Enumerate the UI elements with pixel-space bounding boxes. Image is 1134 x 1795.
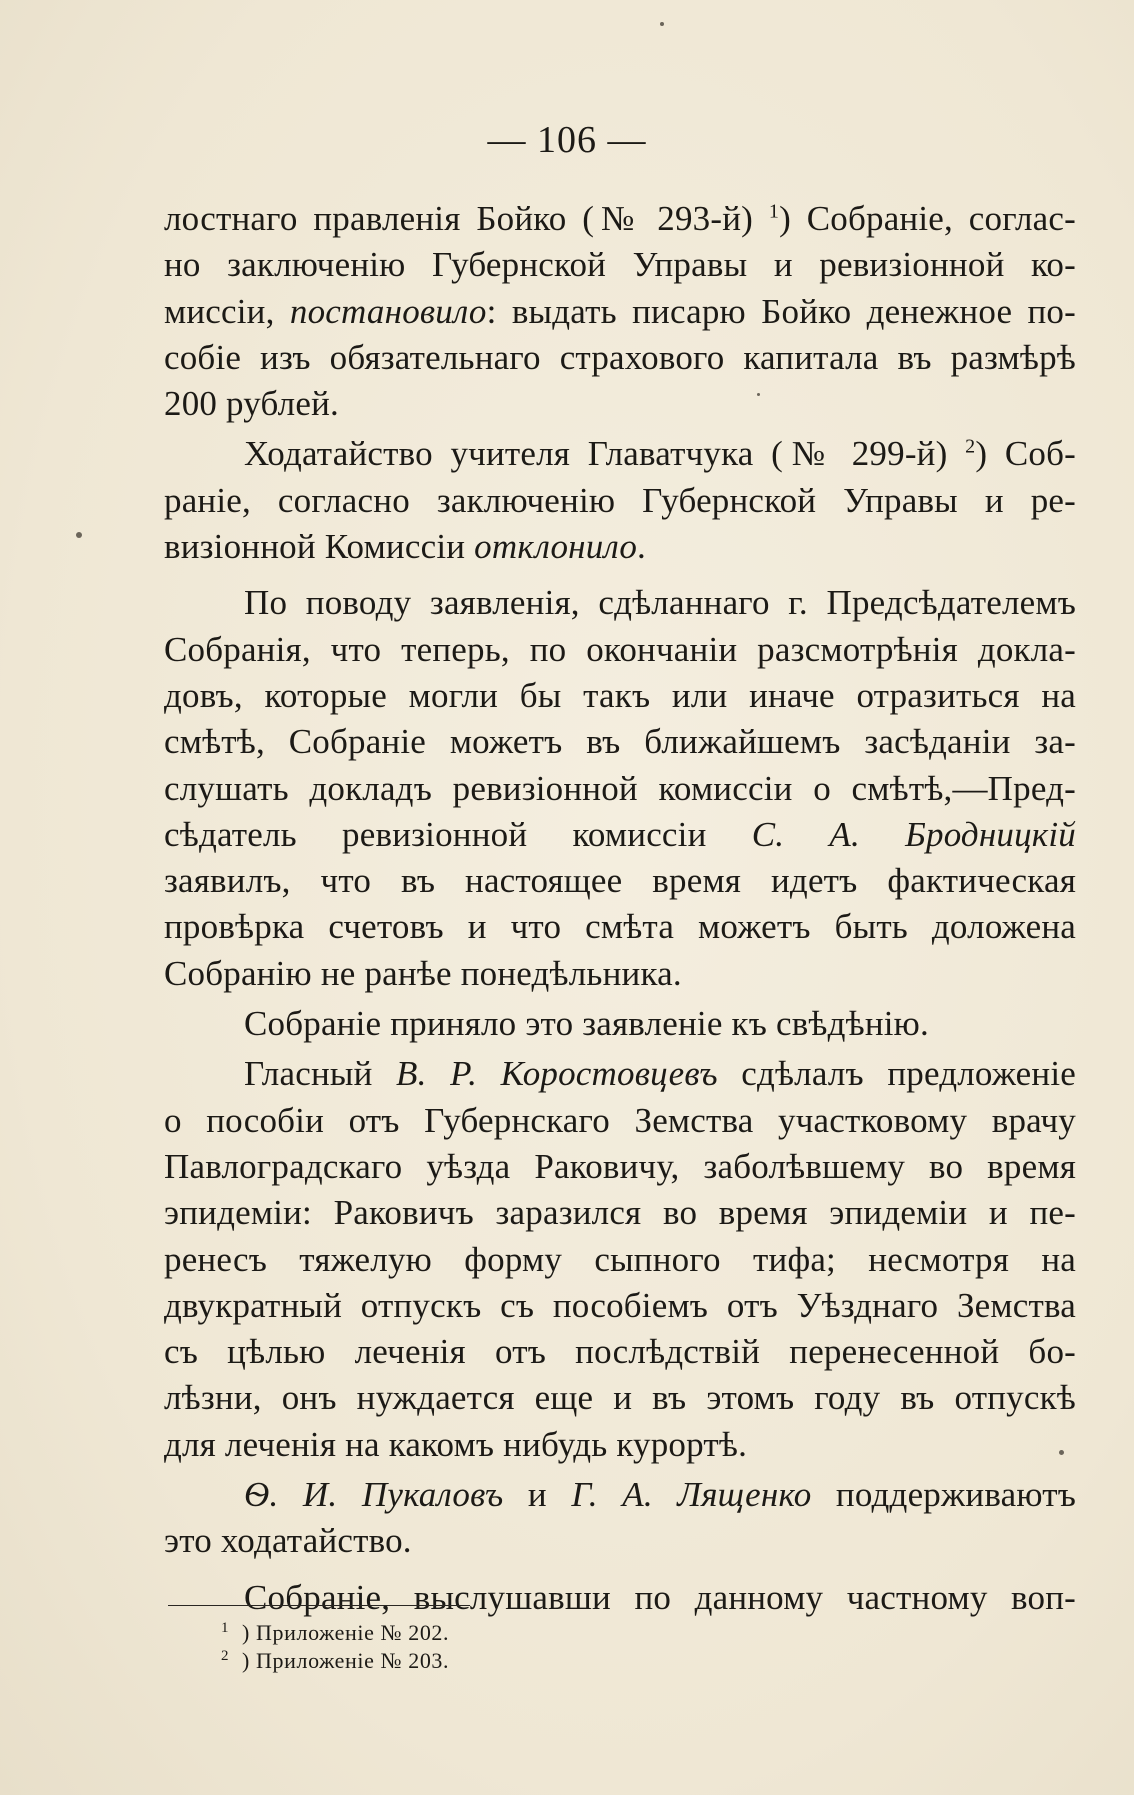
text-line: Ѳ. И. Пукаловъ и Г. А. Лященко поддерживаютъ xyxy=(244,1475,1076,1515)
text-line: слушать докладъ ревизіонной комиссіи о смѣтѣ,—Пред- xyxy=(164,768,1076,808)
footnote-mark: 2 xyxy=(221,1648,230,1664)
footnote xyxy=(221,1619,450,1647)
text-line: миссіи, постановило: выдать писарю Бойко денежное по- xyxy=(164,291,1076,331)
paragraph xyxy=(164,1472,1076,1565)
text-line: ренесъ тяжелую форму сыпного тифа; несмотря на xyxy=(164,1239,1076,1279)
text-line: довъ, которые могли бы такъ или иначе отразиться на xyxy=(164,675,1076,715)
page-number: — 106 — xyxy=(487,119,647,161)
scan-speck xyxy=(660,22,664,26)
text-line: лостнаго правленія Бойко (№ 293-й) $^1$) Собраніе, соглас- xyxy=(164,199,1077,238)
text-line: съ цѣлью леченія отъ послѣдствій перенесенной бо- xyxy=(164,1332,1076,1372)
footnotes xyxy=(221,1619,450,1675)
text-line: Гласный В. Р. Коростовцевъ сдѣлалъ предложеніе xyxy=(244,1054,1076,1094)
text-line: Павлоградскаго уѣзда Раковичу, заболѣвшему во время xyxy=(164,1146,1076,1186)
text-line: двукратный отпускъ съ пособіемъ отъ Уѣзднаго Земства xyxy=(164,1285,1076,1325)
text-line: Собранія, что теперь, по окончаніи разсмотрѣнія докла- xyxy=(164,629,1076,669)
footnote-divider xyxy=(168,1605,470,1606)
paragraph xyxy=(164,431,1076,570)
footnote-text: ) Приложеніе № 203. xyxy=(242,1648,450,1673)
footnote-text: ) Приложеніе № 202. xyxy=(242,1620,450,1645)
text-line: Ходатайство учителя Главатчука (№ 299-й) $^2$) Соб- xyxy=(244,434,1076,474)
text-line: По поводу заявленія, сдѣланнаго г. Предсѣдателемъ xyxy=(244,583,1076,623)
footnote xyxy=(221,1647,450,1675)
footnote-mark: 1 xyxy=(221,1620,230,1636)
text-line: сѣдатель ревизіонной комиссіи С. А. Бродницкій xyxy=(164,814,1076,854)
footnote-ref: 1 xyxy=(768,200,780,223)
text-line: эпидеміи: Раковичъ заразился во время эпидеміи и пе- xyxy=(164,1193,1076,1233)
text-line: провѣрка счетовъ и что смѣта можетъ быть доложена xyxy=(164,907,1076,947)
text-line: о пособіи отъ Губернскаго Земства участковому врачу xyxy=(164,1100,1076,1140)
scan-speck xyxy=(757,393,760,396)
paragraph xyxy=(164,1051,1076,1468)
text-line: это ходатайство. xyxy=(164,1521,412,1561)
text-line: визіонной Комиссіи отклонило. xyxy=(164,527,646,567)
text-body xyxy=(164,196,1076,1621)
text-line: Собраніе приняло это заявленіе къ свѣдѣнію. xyxy=(244,1004,929,1044)
text-line: Собранію не ранѣе понедѣльника. xyxy=(164,953,682,993)
scan-speck xyxy=(1059,1450,1064,1455)
text-line: 200 рублей. xyxy=(164,384,339,424)
text-line: собіе изъ обязательнаго страхового капитала въ размѣрѣ xyxy=(164,337,1076,377)
scan-speck xyxy=(76,532,82,538)
paragraph xyxy=(164,580,1076,997)
text-line: заявилъ, что въ настоящее время идетъ фактическая xyxy=(164,861,1076,901)
text-line: Собраніе, выслушавши по данному частному воп- xyxy=(244,1577,1076,1617)
paragraph xyxy=(164,1001,1076,1047)
footnote-ref: 2 xyxy=(965,435,976,458)
text-line: для леченія на какомъ нибудь курортѣ. xyxy=(164,1424,748,1464)
paragraph xyxy=(164,1575,1076,1621)
text-line: раніе, согласно заключенію Губернской Управы и ре- xyxy=(164,480,1076,520)
text-line: смѣтѣ, Собраніе можетъ въ ближайшемъ засѣданіи за- xyxy=(164,722,1076,762)
text-line: лѣзни, онъ нуждается еще и въ этомъ году въ отпускѣ xyxy=(164,1378,1076,1418)
paragraph xyxy=(164,196,1076,427)
text-line: но заключенію Губернской Управы и ревизіонной ко- xyxy=(164,245,1076,285)
